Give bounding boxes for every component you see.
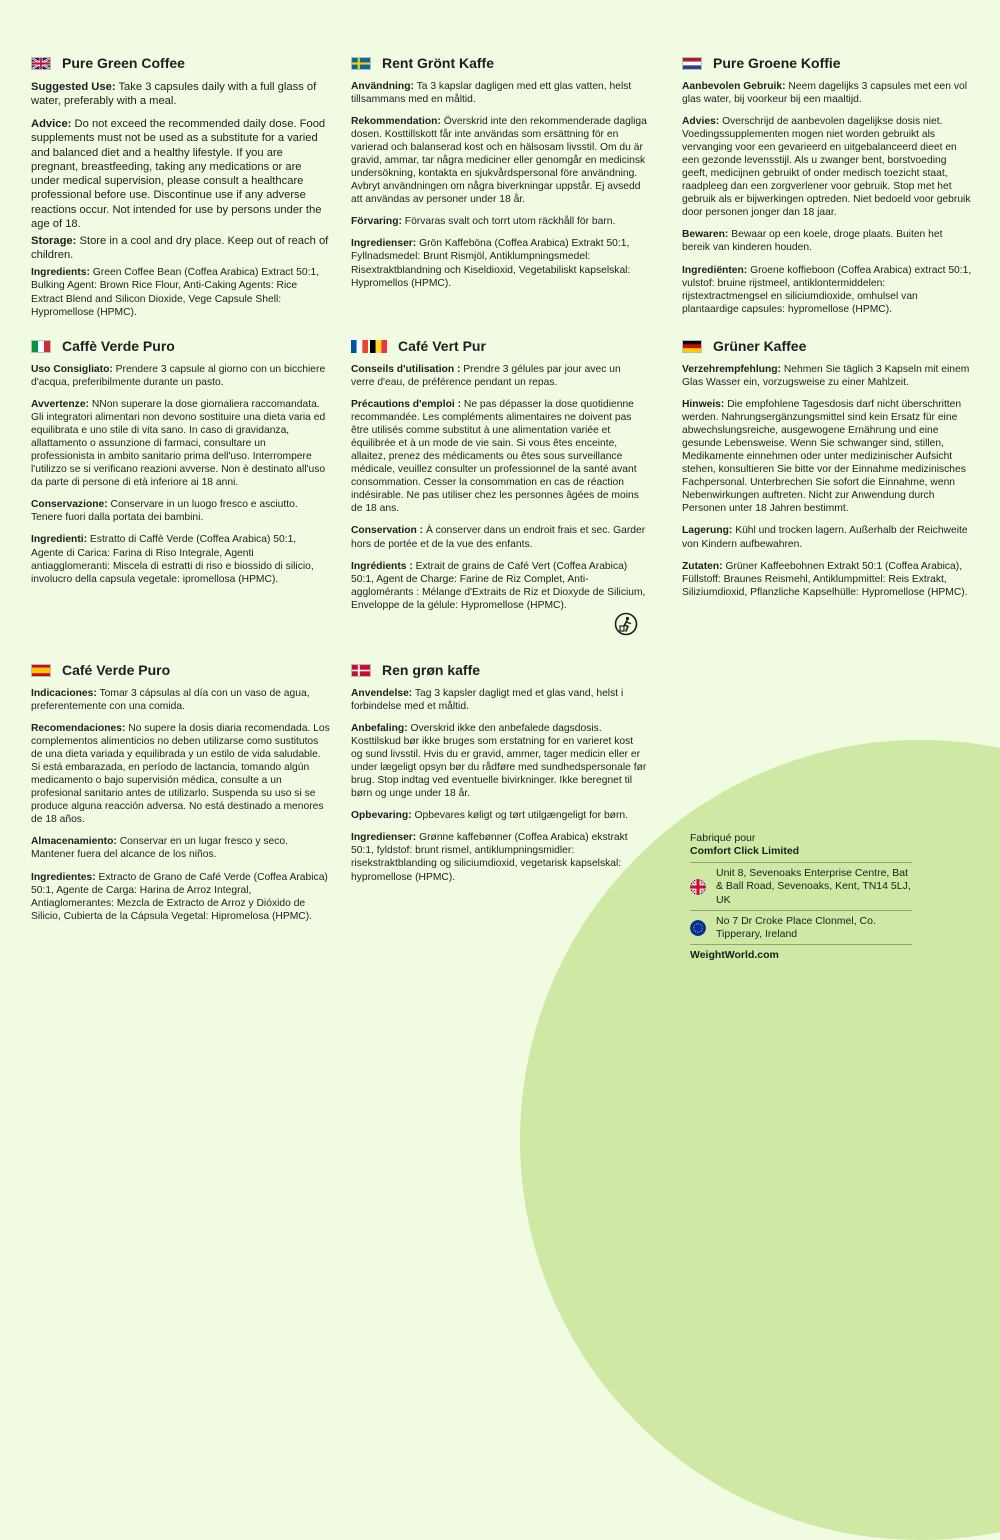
ingredients: Ingredienser: Grønne kaffebønner (Coffea Arabica) ekstrakt 50:1, fyldstof: brunt rismel, antiklumpningsmidler: risekstraktblanding og siliciumdioxid, vegetarisk kapselskal: hypromellose (HPMC). xyxy=(351,832,628,883)
section-english xyxy=(31,55,331,328)
suggested-use: Anvendelse: Tag 3 kapsler dagligt med et glas vand, helst i forbindelse med et måltid. xyxy=(351,687,624,712)
germany-flag-icon xyxy=(682,340,702,353)
section-title: Caffè Verde Puro xyxy=(62,338,175,354)
eu-flag-icon xyxy=(690,920,706,936)
advice: Recomendaciones: No supere la dosis diaria recomendada. Los complementos alimenticios no deben utilizarse como sustitutos de una dieta variada y equilibrada y un estilo de vida saludable. Si está embarazada, en período de lactancia, tomando algún medicamento o bajo supervisión médica, consulte a un profesional sanitario antes de utilizarlo. Suspenda su uso si se produce alguna reacción adversa. No está destinado a menores de 18 años. xyxy=(31,722,330,826)
storage: Lagerung: Kühl und trocken lagern. Außerhalb der Reichweite von Kindern aufbewahren. xyxy=(682,525,968,550)
suggested-use: Conseils d'utilisation : Prendre 3 gélules par jour avec un verre d'eau, de préférence pendant un repas. xyxy=(351,363,621,388)
manufacturer-info xyxy=(690,832,912,962)
section-title: Grüner Kaffee xyxy=(713,338,807,354)
suggested-use: Verzehrempfehlung: Nehmen Sie täglich 3 Kapseln mit einem Glas Wasser ein, vorzugsweise zu einer Mahlzeit. xyxy=(682,363,970,388)
suggested-use: Användning: Ta 3 kapslar dagligen med ett glas vatten, helst tillsammans med en måltid. xyxy=(351,80,632,105)
storage: Conservazione: Conservare in un luogo fresco e asciutto. Tenere fuori dalla portata dei bambini. xyxy=(31,499,298,524)
manufacturer-lead: Fabriqué pour xyxy=(690,832,756,844)
section-title: Pure Green Coffee xyxy=(62,55,185,71)
section-swedish xyxy=(351,55,647,299)
suggested-use: Aanbevolen Gebruik: Neem dagelijks 3 capsules met een vol glas water, bij voorkeur bij een maaltijd. xyxy=(682,80,967,105)
advice: Advies: Overschrijd de aanbevolen dagelijkse dosis niet. Voedingssupplementen mogen niet worden gebruikt als vervanging voor een gevarieerd en uitgebalanceerd dieet en een gezonde levensstijl. Als u zwanger bent, borstvoeding geeft, medicijnen gebruikt of onder medisch toezicht staat, raadpleeg dan een zorgverlener voor gebruik. Stop met het gebruik als er bijwerkingen optreden. Niet bedoeld voor gebruik door personen jonger dan 18 jaar. xyxy=(682,115,971,219)
section-spanish xyxy=(31,662,331,932)
suggested-use: Indicaciones: Tomar 3 cápsulas al día con un vaso de agua, preferentemente con una comida. xyxy=(31,687,310,712)
section-danish xyxy=(351,662,647,893)
ingredients: Ingrédients : Extrait de grains de Café Vert (Coffea Arabica) 50:1, Agent de Charge: Farine de Riz Complet, Anti-agglomérants : Mélange d'Extraits de Riz et Dioxyde de Silicium, Enveloppe de la gélule: Hypromellose (HPMC). xyxy=(351,560,646,611)
spain-flag-icon xyxy=(31,664,51,677)
ingredients: Zutaten: Grüner Kaffeebohnen Extrakt 50:1 (Coffea Arabica), Füllstoff: Braunes Reismehl, Antiklumpmittel: Reis Extrakt, Siliziumdioxid, Pflanzliche Kapselhülle: Hypromellose (HPMC). xyxy=(682,560,968,598)
section-title: Pure Groene Koffie xyxy=(713,55,841,71)
uk-flag-icon xyxy=(31,57,51,70)
netherlands-flag-icon xyxy=(682,57,702,70)
eu-address: No 7 Dr Croke Place Clonmel, Co. Tipperary, Ireland xyxy=(716,914,876,940)
section-italian xyxy=(31,338,331,595)
france-belgium-flag-icon xyxy=(351,340,387,353)
uk-address-row xyxy=(690,862,912,909)
storage: Almacenamiento: Conservar en un lugar fresco y seco. Mantener fuera del alcance de los niños. xyxy=(31,836,288,861)
uk-address: Unit 8, Sevenoaks Enterprise Centre, Bat & Ball Road, Sevenoaks, Kent, TN14 5LJ, UK xyxy=(716,867,911,906)
sweden-flag-icon xyxy=(351,57,371,70)
website[interactable]: WeightWorld.com xyxy=(690,944,912,962)
storage: Conservation : À conserver dans un endroit frais et sec. Garder hors de portée et de la vue des enfants. xyxy=(351,525,646,550)
advice: Anbefaling: Overskrid ikke den anbefalede dagsdosis. Kosttilskud bør ikke bruges som erstatning for en varieret kost og sund livsstil. Hvis du er gravid, ammer, tager medicin eller er under lægeligt opsyn bør du rådføre med sundhedspersonale før brug. Stop indtag ved eventuelle bivirkninger. Ikke beregnet til børn og unge under 18 år. xyxy=(351,722,647,800)
advice: Rekommendation: Överskrid inte den rekommenderade dagliga dosen. Kosttillskott får inte användas som ersättning för en varierad och balanserad kost och en hälsosam livsstil. Om du är gravid, ammar, tar några mediciner eller genomgår en medicinsk undersökning, kontakta en sjukvårdspersonal före användning. Avbryt användningen om några biverkningar uppstår. Ej avsedd att användas av personer under 18 år. xyxy=(351,115,647,206)
company-name: Comfort Click Limited xyxy=(690,845,800,858)
section-title: Rent Grönt Kaffe xyxy=(382,55,494,71)
eu-address-row xyxy=(690,910,912,944)
storage: Förvaring: Förvaras svalt och torrt utom räckhåll för barn. xyxy=(351,216,616,228)
section-title: Café Verde Puro xyxy=(62,662,171,678)
denmark-flag-icon xyxy=(351,664,371,677)
tidyman-recycle-icon xyxy=(614,612,638,636)
italy-flag-icon xyxy=(31,340,51,353)
ingredients: Ingrediënten: Groene koffieboon (Coffea Arabica) extract 50:1, vulstof: bruine rijstmeel, antiklontermiddelen: rijstextractmengsel en siliciumdioxide, omhulsel van plantaardige capsules: hypromellose (HPMC). xyxy=(682,264,972,315)
section-dutch xyxy=(682,55,972,325)
uk-flag-icon xyxy=(690,879,706,895)
storage: Opbevaring: Opbevares køligt og tørt utilgængeligt for børn. xyxy=(351,810,628,822)
ingredients: Ingredientes: Extracto de Grano de Café Verde (Coffea Arabica) 50:1, Agente de Carga: Harina de Arroz Integral, Antiaglomerantes: Mezcla de Extracto de Arroz y Dióxido de Silicio, Cubierta de la Cápsula Vegetal: Hipromelosa (HPMC). xyxy=(31,871,328,922)
advice: Hinweis: Die empfohlene Tagesdosis darf nicht überschritten werden. Nahrungsergänzungsmittel sind kein Ersatz für eine abwechslungsreiche, ausgewogene Ernährung und eine gesunde Lebensweise. Wenn Sie schwanger sind, stillen, Medikamente einnehmen oder unter medizinischer Aufsicht stehen, konsultieren Sie bitte vor der Einnahme medizinisches Fachpersonal. Unterbrechen Sie sofort die Einnahme, wenn Nebenwirkungen auftreten. Nicht zur Anwendung durch Personen unter 18 Jahren bestimmt. xyxy=(682,398,966,515)
advice: Advice: Do not exceed the recommended daily dose. Food supplements must not be used as a substitute for a varied and balanced diet and a healthy lifestyle. If you are pregnant, breastfeeding, taking any medications or are under medical supervision, please consult a healthcare professional before use. Discontinue use if any adverse reactions occur. Not intended for use by persons under the age of 18. xyxy=(31,118,326,230)
storage: Bewaren: Bewaar op een koele, droge plaats. Buiten het bereik van kinderen houden. xyxy=(682,229,943,254)
suggested-use: Suggested Use: Take 3 capsules daily with a full glass of water, preferably with a meal. xyxy=(31,80,317,107)
ingredients: Ingredienser: Grön Kaffeböna (Coffea Arabica) Extrakt 50:1, Fyllnadsmedel: Brunt Rismjöl, Antiklumpningsmedel: Risextraktblandning och Kiseldioxid, Vegetabiliskt kapselskal: Hypromellos (HPMC). xyxy=(351,238,631,289)
suggested-use: Uso Consigliato: Prendere 3 capsule al giorno con un bicchiere d'acqua, preferibilmente durante un pasto. xyxy=(31,363,326,388)
ingredients: Ingredienti: Estratto di Caffè Verde (Coffea Arabica) 50:1, Agente di Carica: Farina di Riso Integrale, Agenti antiagglomeranti: Miscela di estratti di riso e biossido di silicio, involucro della capsula vegetale: ipromellosa (HPMC). xyxy=(31,534,314,585)
advice: Avvertenze: NNon superare la dose giornaliera raccomandata. Gli integratori alimentari non devono sostituire una dieta varia ed equilibrata e uno stile di vita sano. In caso di gravidanza, allattamento o assunzione di farmaci, consultare un professionista in ambito sanitario prima dell'uso. Interrompere l'utilizzo se si verificano reazioni avverse. Non è destinato all'uso da parte di persone di età inferiore ai 18 anni. xyxy=(31,398,326,489)
advice: Précautions d'emploi : Ne pas dépasser la dose quotidienne recommandée. Les compléments alimentaires ne doivent pas être utilisés comme substitut à une alimentation variée et équilibrée et à un mode de vie sain. Si vous êtes enceinte, allaitez, prenez des médicaments ou êtes sous surveillance médicale, veuillez consulter un professionnel de la santé avant consommation. Cesser la consommation en cas de réaction indésirable. Ne pas utiliser chez les personnes âgées de moins de 18 ans. xyxy=(351,398,639,515)
section-title: Ren grøn kaffe xyxy=(382,662,481,678)
section-title: Café Vert Pur xyxy=(398,338,486,354)
section-french xyxy=(351,338,647,621)
storage: Storage: Store in a cool and dry place. Keep out of reach of children. xyxy=(31,234,329,262)
section-german xyxy=(682,338,972,608)
ingredients: Ingredients: Green Coffee Bean (Coffea Arabica) Extract 50:1, Bulking Agent: Brown Rice Flour, Anti-Caking Agents: Rice Extract Blend and Silicon Dioxide, Vege Capsule Shell: Hypromellose (HPMC). xyxy=(31,267,320,318)
